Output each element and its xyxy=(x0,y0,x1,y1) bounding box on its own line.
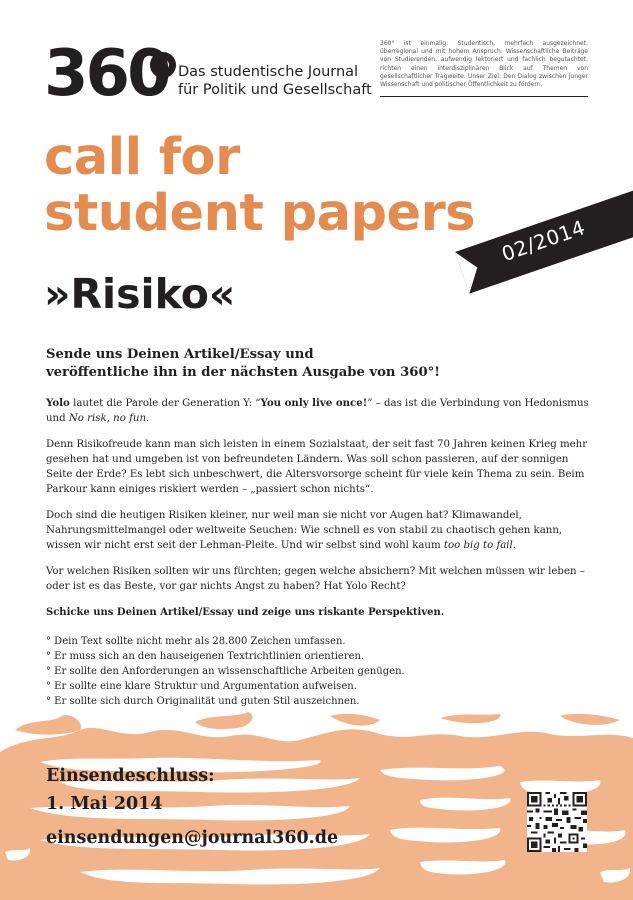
requirements-list xyxy=(46,634,590,709)
divider xyxy=(380,96,588,97)
call-to-action: Schicke uns Deinen Artikel/Essay und zeige uns riskante Perspektiven. xyxy=(46,607,445,618)
list-item: ° Er sollte sich durch Originalität und guten Stil auszeichnen. xyxy=(46,696,360,707)
paragraph-3-text-a: Doch sind die heutigen Risiken kleiner, nur weil man sie nicht vor Augen hat? Klimawandel, Nahrungsmittelmangel oder weltweite Seuchen: Wie schnell es von stabil zu chaotisch gehen kann, wissen wir nicht erst seit der Lehman-Pleite. Und wir selbst sind wohl kaum xyxy=(46,510,563,551)
topic-title: »Risiko« xyxy=(44,270,236,318)
intro-line-2: veröffentliche ihn in der nächsten Ausgabe von 360°! xyxy=(46,365,441,380)
tagline xyxy=(178,63,372,99)
paragraph-1 xyxy=(46,396,590,426)
list-item: ° Er sollte den Anforderungen an wissenschaftliche Arbeiten genügen. xyxy=(46,666,405,677)
intro-heading xyxy=(46,346,440,382)
journal-description: 360° ist einmalig: Studentisch, mehrfach ausgezeichnet, überregional und mit hohem Anspruch. Wissenschaftliche Beiträge von Studierenden, aufwendig lektoriert und fachlich begutachtet, richten einen interdisziplinären Blick auf Themen von gesellschaftlicher Tragweite. Unser Ziel: Den Dialog zwischen junger Wissenschaft und politischer Öffentlichkeit zu fördern. xyxy=(380,40,588,89)
headline-line-2: student papers xyxy=(44,184,476,243)
paragraph-3-text-b: . xyxy=(512,540,517,551)
paragraph-4: Vor welchen Risiken sollten wir uns fürchten; gegen welche absichern? Mit welchen müssen wir leben – oder ist es das Beste, vor gar nichts Angst zu haben? Hat Yolo Recht? xyxy=(46,566,585,592)
issue-banner xyxy=(455,174,633,294)
too-big-phrase: too big to fail xyxy=(443,540,513,551)
qr-code-icon[interactable] xyxy=(527,792,587,852)
banner-notch xyxy=(455,247,484,294)
paragraph-1-text-a: lautet die Parole der Generation Y: “ xyxy=(69,398,261,409)
logo-number: 360 xyxy=(44,37,169,111)
deadline-label: Einsendeschluss: xyxy=(46,766,215,786)
submission-email[interactable]: einsendungen@journal360.de xyxy=(46,828,339,848)
yolo-term: Yolo xyxy=(46,397,70,409)
headline-line-1: call for xyxy=(44,128,240,187)
body-text xyxy=(46,396,590,709)
no-risk-phrase: No risk, no fun. xyxy=(68,413,150,424)
paragraph-3 xyxy=(46,508,590,553)
yolo-quote: You only live once! xyxy=(260,397,368,409)
deadline xyxy=(46,762,215,818)
intro-line-1: Sende uns Deinen Artikel/Essay und xyxy=(46,347,314,362)
headline xyxy=(44,130,475,242)
logo-degree-mark xyxy=(150,52,176,78)
tagline-line-1: Das studentische Journal xyxy=(178,64,359,80)
list-item: ° Dein Text sollte nicht mehr als 28.800 Zeichen umfassen. xyxy=(46,636,346,647)
issue-number: 02/2014 xyxy=(498,215,589,267)
paragraph-1-text-b: ” – das ist die Verbindung von Hedonismus und xyxy=(46,398,589,424)
tagline-line-2: für Politik und Gesellschaft xyxy=(178,82,372,98)
journal-logo xyxy=(44,37,169,111)
paragraph-2: Denn Risikofreude kann man sich leisten in einem Sozialstaat, der seit fast 70 Jahren keinen Krieg mehr gesehen hat und umgeben ist von befreundeten Ländern. Was soll schon passieren, auf der sonnigen Seite der Erde? Es lebt sich unbeschwert, die Altersvorsorge scheint für viele kein Thema zu sein. Beim Parkour kann einiges riskiert werden – „passiert schon nichts“. xyxy=(46,439,588,495)
list-item: ° Er sollte eine klare Struktur und Argumentation aufweisen. xyxy=(46,681,357,692)
list-item: ° Er muss sich an den hauseigenen Textrichtlinien orientieren. xyxy=(46,651,365,662)
deadline-date: 1. Mai 2014 xyxy=(46,794,163,814)
